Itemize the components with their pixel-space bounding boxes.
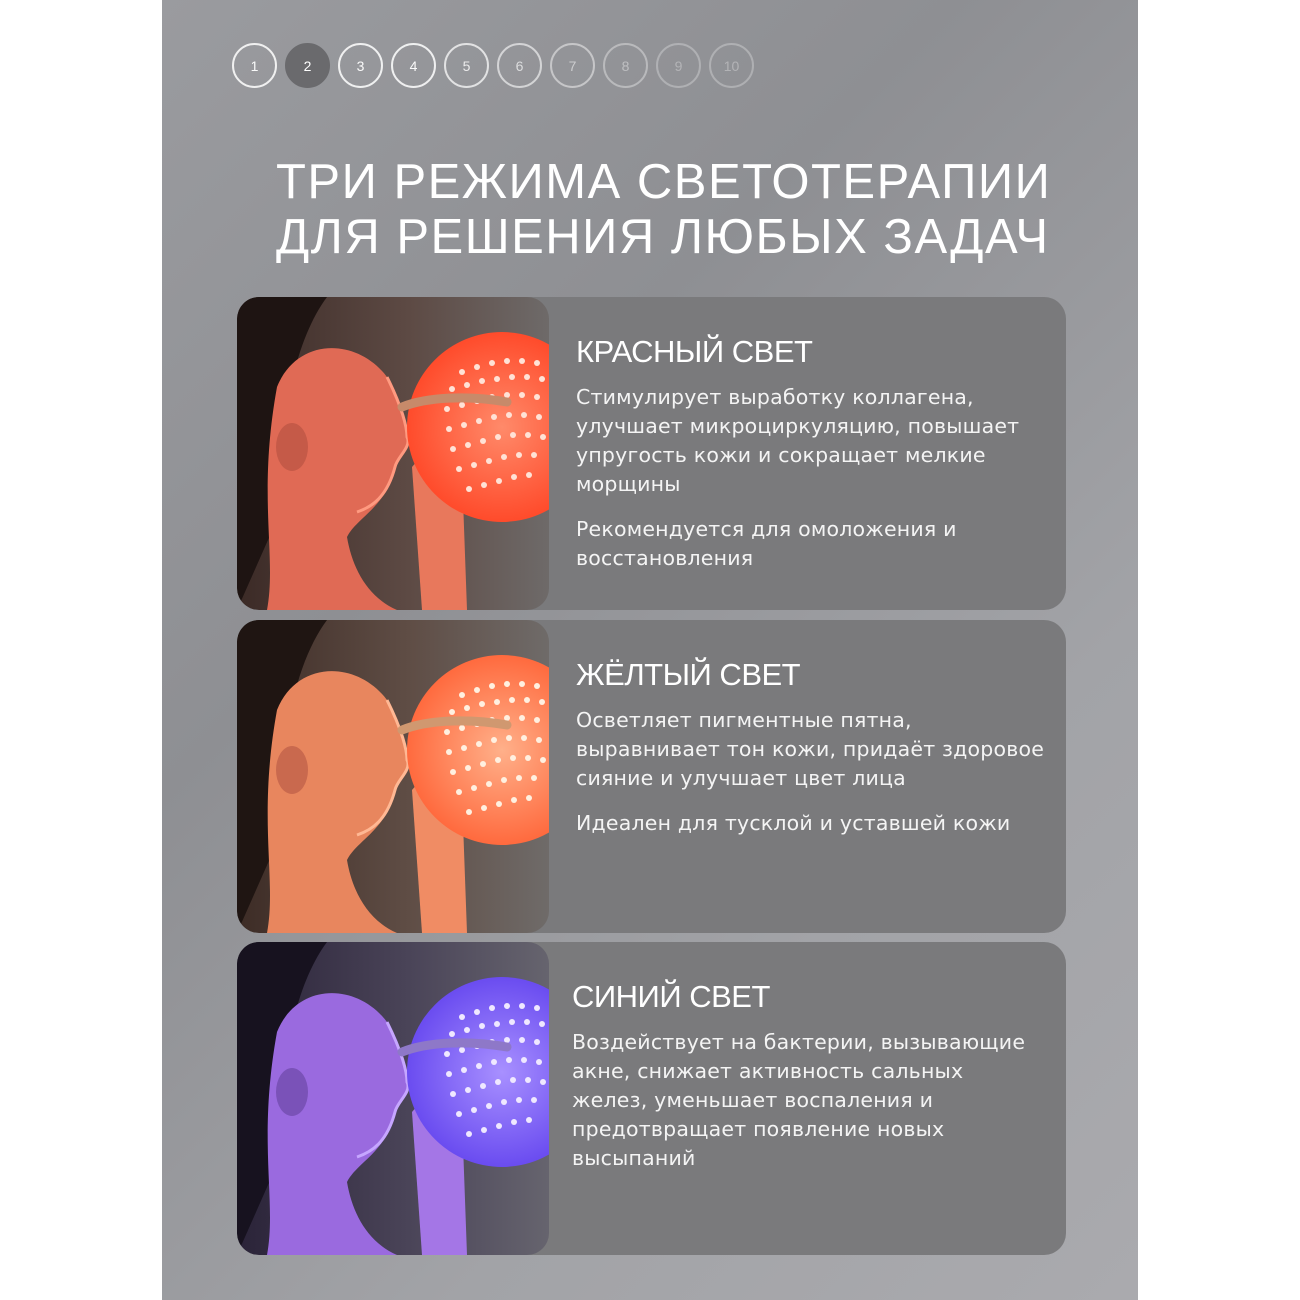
pagination <box>232 43 754 88</box>
woman-blue-led-mask-photo <box>237 942 549 1255</box>
yellow-light-photo <box>237 620 549 933</box>
page-4-button[interactable]: 4 <box>391 43 436 88</box>
page-6-button[interactable]: 6 <box>497 43 542 88</box>
card-description: Осветляет пигментные пятна, выравнивает тон кожи, придаёт здоровое сияние и улучшает цвет лица <box>576 708 1045 790</box>
slide <box>162 0 1138 1300</box>
red-light-photo <box>237 297 549 610</box>
title-line-2: ДЛЯ РЕШЕНИЯ ЛЮБЫХ ЗАДАЧ <box>276 210 1050 264</box>
page-2-button[interactable]: 2 <box>285 43 330 88</box>
card-heading: ЖЁЛТЫЙ СВЕТ <box>576 657 801 692</box>
page-10-button[interactable]: 10 <box>709 43 754 88</box>
title-line-1: ТРИ РЕЖИМА СВЕТОТЕРАПИИ <box>276 155 1052 209</box>
page-5-button[interactable]: 5 <box>444 43 489 88</box>
card-description: Стимулирует выработку коллагена, улучшает микроциркуляцию, повышает упругость кожи и сокращает мелкие морщины <box>576 385 1020 496</box>
yellow-light-text <box>576 656 1046 838</box>
card-red-light <box>237 297 1066 610</box>
card-heading: КРАСНЫЙ СВЕТ <box>576 334 813 369</box>
page-title <box>276 155 1076 265</box>
card-description: Воздействует на бактерии, вызывающие акне, снижает активность сальных желез, уменьшает воспаления и предотвращает появление новых высыпаний <box>572 1030 1026 1170</box>
card-blue-light <box>237 942 1066 1255</box>
card-recommendation: Рекомендуется для омоложения и восстановления <box>576 517 957 570</box>
page-1-button[interactable]: 1 <box>232 43 277 88</box>
blue-light-text <box>572 978 1042 1173</box>
red-light-text <box>576 333 1046 573</box>
card-yellow-light <box>237 620 1066 933</box>
page-9-button[interactable]: 9 <box>656 43 701 88</box>
card-recommendation: Идеален для тусклой и уставшей кожи <box>576 811 1011 835</box>
card-heading: СИНИЙ СВЕТ <box>572 979 770 1014</box>
page-7-button[interactable]: 7 <box>550 43 595 88</box>
page-8-button[interactable]: 8 <box>603 43 648 88</box>
woman-red-led-mask-photo <box>237 297 549 610</box>
blue-light-photo <box>237 942 549 1255</box>
woman-yellow-led-mask-photo <box>237 620 549 933</box>
page-3-button[interactable]: 3 <box>338 43 383 88</box>
